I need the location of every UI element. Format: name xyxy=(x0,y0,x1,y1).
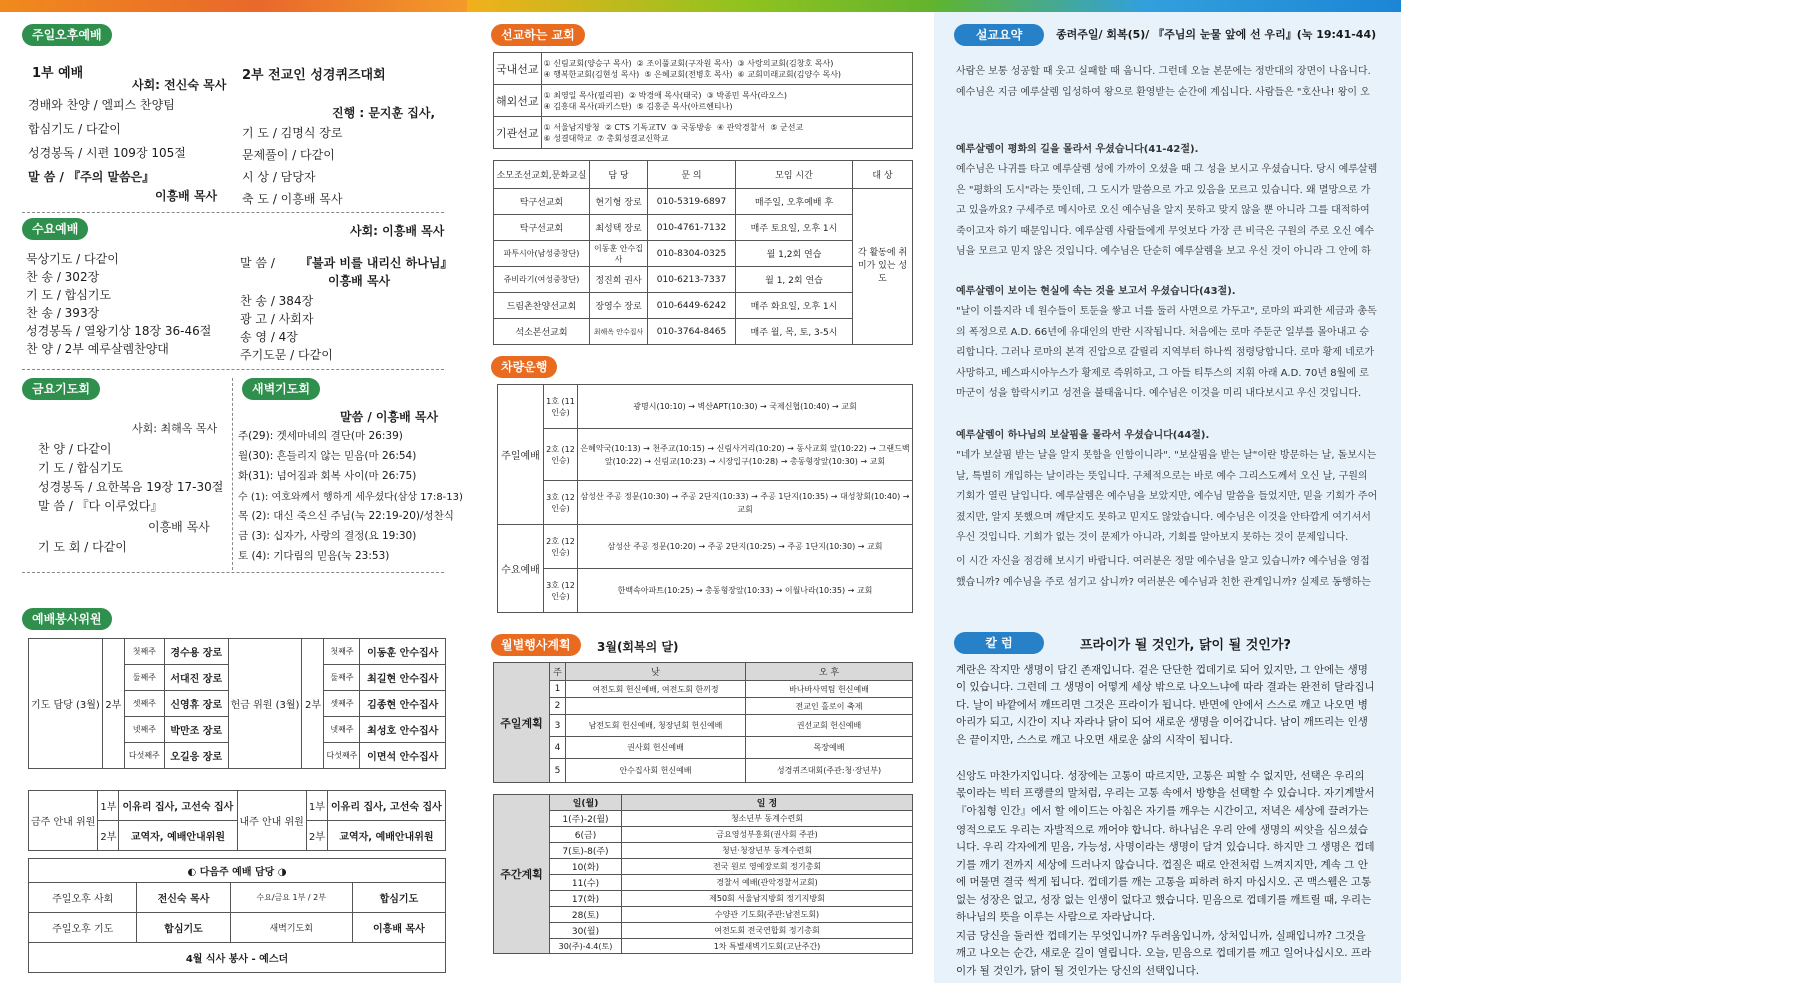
sermon-point-3-body: "네가 보살핌 받는 날을 알지 못함을 인함이니라". "보살핌을 받는 날"이란 방문하는 날, 돌보시는 날, 특별히 개입하는 날이라는 뜻입니다. 구체적으로는 바로 예수 그리스도께서 오신 날, 구원의 기회가 열린 날입니다. 예루살렘은 예수님을 보았지만, 예수님 말씀을 들었지만, 믿을 기회가 주어졌지만, 알지 못했으며 깨닫지도 못하고 믿지도 않았습니다. 예수님은 이것을 안타깝게 여기셔서 우신 것입니다. 기회가 없는 것이 문제가 아니라, 기회를 알아보지 못하는 것이 문제입니다. xyxy=(956,450,1378,544)
event-date: 7(토)-8(주) xyxy=(550,843,622,859)
tag-wednesday: 수요예배 xyxy=(22,218,88,240)
fri-line-3: 성경봉독 / 요한복음 19장 17-30절 xyxy=(38,480,224,494)
mission-overseas-items: ① 최영일 목사(필리핀) ② 박경애 목사(태국) ③ 박종민 목사(라오스) ④ 김흥대 목사(파키스탄) ⑤ 김흥준 목사(아르헨티나) xyxy=(541,85,912,117)
group-name: 파투시아(남성중창단) xyxy=(494,241,590,267)
h-day: 낮 xyxy=(566,663,746,681)
column-para-2: 신앙도 마찬가지입니다. 성장에는 고통이 따르지만, 고통은 피할 수 없지만, 선택은 우리의 몫이라는 빅터 프랭클의 말처럼, 우리는 고통 속에서 방향을 선택할 수 있습니다. 자기계발서 『아침형 인간』에서 할 에이드는 아침은 자기를 깨우는 시간이고, 저녁은 세상에 끌려가는 xyxy=(956,770,1375,817)
plan-week: 4 xyxy=(550,737,566,759)
usher2-part2: 교역자, 예배안내위원 xyxy=(327,821,445,851)
event-name: 수양관 기도회(주관:남전도회) xyxy=(622,907,913,923)
part2-line-2: 문제풀이 / 다같이 xyxy=(242,148,335,162)
mission-domestic-label: 국내선교 xyxy=(494,53,542,85)
plan-pm: 바나바사역팀 헌신예배 xyxy=(746,681,913,698)
plan-pm: 전교인 홀로이 축제 xyxy=(746,698,913,715)
next-r2-c3: 새벽기도회 xyxy=(230,913,352,943)
part1-line-2: 합심기도 / 다같이 xyxy=(28,122,121,136)
column-title: 프라이가 될 것인가, 닭이 될 것인가? xyxy=(1080,638,1291,653)
week-3b: 셋째주 xyxy=(324,691,360,717)
week-2: 둘째주 xyxy=(124,665,164,691)
next-r2-c4: 이흥배 목사 xyxy=(352,913,445,943)
event-name: 전국 원로 영예장로회 정기총회 xyxy=(622,859,913,875)
usher-part-2: 2부 xyxy=(98,821,119,851)
part2-line-1: 기 도 / 김명식 장로 xyxy=(242,126,343,140)
prayer-2: 서대진 장로 xyxy=(164,665,228,691)
wed-left-1: 묵상기도 / 다같이 xyxy=(26,252,119,266)
h-event: 일 정 xyxy=(622,795,913,811)
wed-right-2: 광 고 / 사회자 xyxy=(240,312,314,326)
groups-h-time: 모임 시간 xyxy=(736,161,853,189)
dawn-day-6: 금 (3): 십자가, 사랑의 결정(요 19:30) xyxy=(238,530,417,542)
event-date: 30(주)-4.4(토) xyxy=(550,939,622,954)
usher-part-1: 1부 xyxy=(98,791,119,821)
prayer-4: 박만조 장로 xyxy=(164,717,228,743)
bus-route: 은혜약국(10:13) → 천주교(10:15) → 신림사거리(10:20) → 동사교회 앞(10:22) → 그랜드백 앞(10:22) → 신림교(10:23) → 시장입구(10:28) → 총동형장앞(10:30) → 교회 xyxy=(578,429,913,481)
groups-h-contact: 문 의 xyxy=(648,161,736,189)
event-name: 청소년부 동계수련회 xyxy=(622,811,913,827)
part1-line-1: 경배와 찬양 / 엘피스 찬양팀 xyxy=(28,98,175,112)
plan-day: 안수집사회 헌신예배 xyxy=(566,759,746,783)
mission-domestic-items: ① 신림교회(양승구 목사) ② 조이풀교회(구자원 목사) ③ 사랑의교회(김창호 목사) ④ 행복한교회(김현성 목사) ⑤ 은혜교회(전병호 목사) ⑥ 교회미래교회(김양수 목사) xyxy=(541,53,912,85)
groups-table xyxy=(493,160,913,345)
tag-sunday-afternoon: 주일오후예배 xyxy=(22,24,112,46)
week-1b: 첫째주 xyxy=(324,639,360,665)
column-mission-events xyxy=(467,12,934,983)
part2-host: 진행 : 문지훈 집사, xyxy=(332,106,436,120)
group-name: 탁구선교회 xyxy=(494,215,590,241)
divider xyxy=(22,369,444,370)
mission-org-items: ① 서울남지방청 ② CTS 기독교TV ③ 국동방송 ④ 관악경찰서 ⑤ 군선교 ⑥ 성결대학교 ⑦ 총회성결교신학교 xyxy=(541,117,912,149)
dawn-speaker: 말씀 / 이흥배 목사 xyxy=(340,410,439,424)
fri-line-1: 찬 양 / 다같이 xyxy=(38,442,112,456)
plan-day: 남전도회 헌신예배, 청장년회 헌신예배 xyxy=(566,715,746,737)
part1-line-4: 말 씀 / 『주의 말씀은』 xyxy=(28,170,155,184)
bus-no: 2호 (12인승) xyxy=(544,525,578,569)
dawn-day-1: 주(29): 겟세마네의 결단(마 26:39) xyxy=(238,430,403,442)
plan-week: 3 xyxy=(550,715,566,737)
dawn-day-4: 수 (1): 여호와께서 행하게 세우셨다(삼상 17:8-13) xyxy=(238,492,463,503)
wed-left-2: 찬 송 / 302장 xyxy=(26,270,100,284)
tag-service-committee: 예배봉사위원 xyxy=(22,608,112,630)
offering-4: 최성호 안수집사 xyxy=(360,717,446,743)
usher2-part1: 이유리 집사, 고선숙 집사 xyxy=(327,791,445,821)
event-date: 30(월) xyxy=(550,923,622,939)
mission-org-label: 기관선교 xyxy=(494,117,542,149)
divider xyxy=(22,212,444,213)
next-r1-c1: 주일오후 사회 xyxy=(29,883,137,913)
wed-host: 사회: 이흥배 목사 xyxy=(350,224,445,238)
group-name: 탁구선교회 xyxy=(494,189,590,215)
plan-week: 1 xyxy=(550,681,566,698)
sermon-point-1-body: 예수님은 나귀를 타고 예루살렘 성에 가까이 오셨을 때 그 성을 보시고 우셨습니다. 당시 예루살렘은 "평화의 도시"라는 뜻인데, 그 도시가 말씀으로 가고 있음을 모르고 있습니다. 왜 멸망으로 가고 있을까요? 구세주로 메시아로 오신 예수님을 알지 못하고 맞지 않을 뿐 아니라 그를 대적하여 죽이고자 하기 때문입니다. 예루살렘 사람들에게 무엇보다 가장 큰 비극은 구원의 주로 오신 예수님을 모르고 믿지 않은 것입니다. 예수님은 단순히 예루살렘을 보고 우신 것이 아니라 그 안에 하 xyxy=(956,164,1378,258)
prayer-3: 신영휴 장로 xyxy=(164,691,228,717)
usher1-part1: 이유리 집사, 고선숙 집사 xyxy=(119,791,237,821)
bus-no: 1호 (11인승) xyxy=(544,385,578,429)
event-name: 청년·청장년부 동계수련회 xyxy=(622,843,913,859)
groups-target: 각 활동에 취미가 있는 성도 xyxy=(853,189,913,345)
week-3: 셋째주 xyxy=(124,691,164,717)
plan-day: 권사회 헌신예배 xyxy=(566,737,746,759)
event-date: 28(토) xyxy=(550,907,622,923)
week-4b: 넷째주 xyxy=(324,717,360,743)
week-5: 다섯째주 xyxy=(124,743,164,769)
next-r1-c2: 전신숙 목사 xyxy=(137,883,230,913)
top-color-band-3 xyxy=(934,0,1401,12)
sermon-title: 종려주일/ 회복(5)/ 『주님의 눈물 앞에 선 우리』(눅 19:41-44) xyxy=(1056,28,1377,41)
tag-mission: 선교하는 교회 xyxy=(491,24,585,46)
group-name: 쥬비라기(여성중창단) xyxy=(494,267,590,293)
prayer-1: 경수용 장로 xyxy=(164,639,228,665)
event-name: 여전도회 전국연합회 정기총회 xyxy=(622,923,913,939)
wed-left-4: 찬 송 / 393장 xyxy=(26,306,100,320)
event-date: 17(화) xyxy=(550,891,622,907)
part2-line-3: 시 상 / 담당자 xyxy=(242,170,316,184)
group-phone: 010-4761-7132 xyxy=(648,215,736,241)
column-para-3: 영적으로도 우리는 자발적으로 깨어야 합니다. 하나님은 우리 안에 생명의 씨앗을 심으셨습니다. 우리 각자에게 믿음, 가능성, 사명이라는 생명이 담겨 있습니다. 하지만 그 생명은 껍데기를 깨기 전까지 세상에 드러나지 않습니다. 껍질은 때로 안전처럼 느껴지지만, 계속 그 안에 머물면 결국 썩게 됩니다. 껍데기를 깨는 고통을 피하려 하지 마십시오. 곤 맥스웰은 고통 없는 성장은 없고, 성장 없는 인생이 없다고 했습니다. 믿음으로 껍데기를 깨트릴 때, 우리는 하나님의 뜻을 이루는 사람으로 자라납니다. xyxy=(956,824,1375,924)
group-lead: 현기형 장로 xyxy=(590,189,648,215)
offering-2: 최길현 안수집사 xyxy=(360,665,446,691)
monthly-theme: 3월(회복의 달) xyxy=(597,640,679,654)
plan-pm: 성경퀴즈대회(주관:청·장년부) xyxy=(746,759,913,783)
group-time: 월 1,2회 연습 xyxy=(736,241,853,267)
bus-no: 3호 (12인승) xyxy=(544,481,578,525)
dawn-day-7: 토 (4): 기다림의 믿음(눅 23:53) xyxy=(238,550,390,562)
event-name: 1차 특별새벽기도회(고난주간) xyxy=(622,939,913,954)
wed-right-3: 송 영 / 4장 xyxy=(240,330,298,344)
column-worship-schedule xyxy=(0,12,467,983)
bus-table xyxy=(497,384,913,613)
bus-route: 한백속아파트(10:25) → 총동형장앞(10:33) → 이월나라(10:35) → 교회 xyxy=(578,569,913,613)
column-sermon-column xyxy=(934,12,1401,983)
offering-5: 이면석 안수집사 xyxy=(360,743,446,769)
groups-h-target: 대 상 xyxy=(853,161,913,189)
group-lead: 최해옥 안수집사 xyxy=(590,319,648,345)
sermon-point-2-body: "날이 이를지라 네 원수들이 토둔을 쌓고 너를 둘러 사면으로 가두고", 로마의 파괴한 세금과 총독의 폭정으로 A.D. 66년에 유대인의 반란 시작됩니다. 처음에는 로마 주둔군 일부를 몰아내고 승리합니다. 그러나 로마의 본격 진압으로 갈릴리 지역부터 하나씩 점령당합니다. 로마 황제 네로가 사망하고, 베스파시아누스가 황제로 즉위하고, 그 아들 티투스의 지휘 아래 A.D. 70년 8월에 로마군이 성을 함락시키고 성전을 불태웁니다. 예수님은 이것을 미리 내다보시고 우신 것입니다. xyxy=(956,306,1377,400)
part1-line-3: 성경봉독 / 시편 109장 105절 xyxy=(28,146,186,160)
group-lead: 장영수 장로 xyxy=(590,293,648,319)
bus-wednesday-label: 수요예배 xyxy=(498,525,544,613)
event-date: 6(금) xyxy=(550,827,622,843)
group-time: 매주 월, 목, 토, 3-5시 xyxy=(736,319,853,345)
week-4: 넷째주 xyxy=(124,717,164,743)
column-para-4: 지금 당신을 둘러싼 껍데기는 무엇입니까? 두려움입니까, 상처입니까, 실패입니까? 그것을 깨고 나오는 순간, 새로운 길이 열립니다. 오늘, 믿음으로 껍데기를 깨고 일어나십시오. 프라이가 될 것인가, 닭이 될 것인가는 당신의 선택입니다. xyxy=(956,930,1372,977)
tag-column: 칼 럼 xyxy=(954,632,1044,654)
prayer-offering-table xyxy=(28,638,446,769)
bus-route: 삼성산 주공 정문(10:30) → 주공 2단지(10:33) → 주공 1단지(10:35) → 대성창회(10:40) → 교회 xyxy=(578,481,913,525)
dawn-day-5: 목 (2): 대신 죽으신 주님(눅 22:19-20)/성찬식 xyxy=(238,510,454,522)
group-lead: 최성택 장로 xyxy=(590,215,648,241)
usher-next-week-label: 내주 안내 위원 xyxy=(237,791,306,851)
group-phone: 010-6449-6242 xyxy=(648,293,736,319)
wed-left-3: 기 도 / 합심기도 xyxy=(26,288,112,302)
top-color-band-1 xyxy=(0,0,467,12)
group-phone: 010-3764-8465 xyxy=(648,319,736,345)
sermon-intro: 사람은 보통 성공할 때 웃고 실패할 때 웁니다. 그런데 오늘 본문에는 정반대의 장면이 나옵니다. 예수님은 지금 예루살렘 입성하여 왕으로 환영받는 순간에 계십니다. 사람들은 "호산나! 왕이 오 xyxy=(956,66,1371,98)
h-date: 일(월) xyxy=(550,795,622,811)
group-time: 매주 화요일, 오후 1시 xyxy=(736,293,853,319)
offering-label: 헌금 위원 (3월) xyxy=(228,639,302,769)
prayer-label: 기도 담당 (3월) xyxy=(29,639,103,769)
h-pm: 오 후 xyxy=(746,663,913,681)
usher-this-week-label: 금주 안내 위원 xyxy=(29,791,98,851)
event-name: 경찰서 예배(관악경찰서교회) xyxy=(622,875,913,891)
offering-3: 김종현 안수집사 xyxy=(360,691,446,717)
weekly-plan-label: 주간계획 xyxy=(494,795,550,954)
event-date: 11(수) xyxy=(550,875,622,891)
tag-friday-prayer: 금요기도회 xyxy=(22,378,100,400)
plan-week: 2 xyxy=(550,698,566,715)
next-week-table xyxy=(28,858,446,973)
group-time: 매주 토요일, 오후 1시 xyxy=(736,215,853,241)
part2-title: 2부 전교인 성경퀴즈대회 xyxy=(242,68,386,83)
event-date: 1(주)-2(월) xyxy=(550,811,622,827)
tag-dawn-prayer: 새벽기도회 xyxy=(242,378,320,400)
wed-preacher: 이흥배 목사 xyxy=(328,274,391,288)
part1-title: 1부 예배 xyxy=(32,66,84,81)
offering-part: 2부 xyxy=(302,639,324,769)
usher-part-2b: 2부 xyxy=(306,821,327,851)
sermon-point-3-heading: 예루살렘이 하나님의 보살핌을 몰라서 우셨습니다(44절). xyxy=(956,430,1210,441)
fri-preacher: 이흥배 목사 xyxy=(148,520,210,534)
offering-1: 이동훈 안수집사 xyxy=(360,639,446,665)
group-lead: 이동훈 안수집사 xyxy=(590,241,648,267)
group-phone: 010-8304-0325 xyxy=(648,241,736,267)
group-phone: 010-6213-7337 xyxy=(648,267,736,293)
group-time: 월 1, 2회 연습 xyxy=(736,267,853,293)
fri-host: 사회: 최해옥 목사 xyxy=(132,422,218,435)
usher-part-1b: 1부 xyxy=(306,791,327,821)
usher1-part2: 교역자, 예배안내위원 xyxy=(119,821,237,851)
top-color-band-2 xyxy=(467,0,934,12)
event-name: 제50회 서울남지방회 정기지방회 xyxy=(622,891,913,907)
bus-route: 삼성산 주공 정문(10:20) → 주공 2단지(10:25) → 주공 1단지(10:30) → 교회 xyxy=(578,525,913,569)
column-para-1: 계란은 작지만 생명이 담긴 존재입니다. 겉은 단단한 껍데기로 되어 있지만, 그 안에는 생명이 있습니다. 그런데 그 생명이 어떻게 세상 밖으로 나오느냐에 따라 결과는 완전히 달라집니다. 날이 바깥에서 깨뜨리면 그것은 프라이가 됩니다. 반면에 안에서 스스로 깨고 나오면 병아리가 되고, 시간이 지나 자라나 닭이 되어 새로운 생명을 이어갑니다. 남이 깨뜨리는 인생은 끝이지만, 스스로 깨고 나오면 새로운 삶의 시작이 됩니다. xyxy=(956,664,1375,746)
week-2b: 둘째주 xyxy=(324,665,360,691)
plan-day: 여전도회 헌신예배, 여전도회 한끼정 xyxy=(566,681,746,698)
wed-right-1: 찬 송 / 384장 xyxy=(240,294,314,308)
part2-line-4: 축 도 / 이흥배 목사 xyxy=(242,192,343,206)
plan-week: 5 xyxy=(550,759,566,783)
mission-overseas-label: 해외선교 xyxy=(494,85,542,117)
next-r2-c2: 합심기도 xyxy=(137,913,230,943)
tag-monthly: 월별행사계획 xyxy=(491,634,581,656)
mission-table xyxy=(493,52,913,149)
bus-no: 3호 (12인승) xyxy=(544,569,578,613)
bus-route: 광명시(10:10) → 벽산APT(10:30) → 국제신협(10:40) → 교회 xyxy=(578,385,913,429)
sermon-point-1-heading: 예루살렘이 평화의 길을 몰라서 우셨습니다(41-42절). xyxy=(956,144,1199,155)
wed-right-4: 주기도문 / 다같이 xyxy=(240,348,333,362)
fri-line-2: 기 도 / 합심기도 xyxy=(38,461,124,475)
wed-left-5: 성경봉독 / 열왕기상 18장 36-46절 xyxy=(26,324,212,338)
fri-line-4: 말 씀 / 『다 이루었다』 xyxy=(38,499,163,513)
sunday-plan-label: 주일계획 xyxy=(494,663,550,783)
tag-bus: 차량운행 xyxy=(491,356,557,378)
prayer-5: 오길응 장로 xyxy=(164,743,228,769)
plan-day xyxy=(566,698,746,715)
part1-host: 사회: 전신숙 목사 xyxy=(132,78,227,92)
wed-sermon-title: 『불과 비를 내리신 하나님』 xyxy=(300,256,453,270)
tag-sermon: 설교요약 xyxy=(954,24,1044,46)
plan-pm: 권선교회 헌신예배 xyxy=(746,715,913,737)
event-date: 10(화) xyxy=(550,859,622,875)
meal-service: 4월 식사 봉사 - 예스더 xyxy=(29,943,446,973)
wed-left-6: 찬 양 / 2부 예루살렘찬양대 xyxy=(26,342,169,356)
bus-sunday-label: 주일예배 xyxy=(498,385,544,525)
part1-preacher: 이흥배 목사 xyxy=(155,189,218,203)
dawn-day-3: 화(31): 넘어짐과 회복 사이(마 26:75) xyxy=(238,470,417,482)
dawn-day-2: 월(30): 흔들리지 않는 믿음(마 26:54) xyxy=(238,450,417,462)
usher-table xyxy=(28,790,446,851)
group-time: 매주일, 오후예배 후 xyxy=(736,189,853,215)
groups-h-name: 소모조선교회,문화교실 xyxy=(494,161,590,189)
sermon-closing: 이 시간 자신을 점검해 보시기 바랍니다. 여러분은 정말 예수님을 알고 있습니까? 예수님을 영접했습니까? 예수님을 주로 섬기고 삽니까? 여러분은 예수님과 친한 관계입니까? 실제로 동행하는 xyxy=(956,556,1371,588)
divider xyxy=(22,572,444,573)
next-r1-c4: 합심기도 xyxy=(352,883,445,913)
next-r2-c1: 주일오후 기도 xyxy=(29,913,137,943)
next-r1-c3: 수요/금요 1부 / 2부 xyxy=(230,883,352,913)
week-5b: 다섯째주 xyxy=(324,743,360,769)
groups-h-lead: 담 당 xyxy=(590,161,648,189)
group-name: 석소본선교회 xyxy=(494,319,590,345)
prayer-part: 2부 xyxy=(102,639,124,769)
next-week-title: ◐ 다음주 예배 담당 ◑ xyxy=(29,859,446,883)
week-1: 첫째주 xyxy=(124,639,164,665)
bus-no: 2호 (12인승) xyxy=(544,429,578,481)
wed-sermon-label: 말 씀 / xyxy=(240,256,275,270)
sunday-plan-table xyxy=(493,662,913,783)
weekly-plan-table xyxy=(493,794,913,954)
fri-closing: 기 도 회 / 다같이 xyxy=(38,540,127,554)
divider-vertical xyxy=(232,378,233,570)
group-name: 드림촌찬양선교회 xyxy=(494,293,590,319)
sermon-point-2-heading: 예루살렘이 보이는 현실에 속는 것을 보고서 우셨습니다(43절). xyxy=(956,286,1236,297)
plan-pm: 목장예배 xyxy=(746,737,913,759)
event-name: 금요영성부흥회(권사회 주관) xyxy=(622,827,913,843)
group-phone: 010-5319-6897 xyxy=(648,189,736,215)
group-lead: 정진희 권사 xyxy=(590,267,648,293)
h-week: 주 xyxy=(550,663,566,681)
